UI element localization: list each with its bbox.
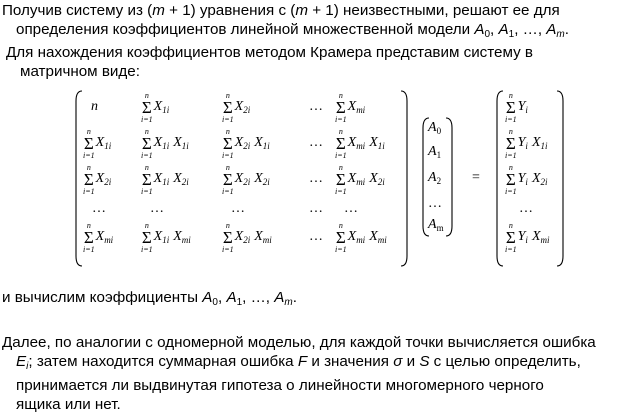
sigma-symbol: Σ xyxy=(505,170,516,189)
text-fragment: A xyxy=(226,289,237,306)
rhs-entry xyxy=(505,127,548,160)
sum-lower-limit: i=1 xyxy=(141,151,153,160)
text-fragment: 1 xyxy=(508,29,515,40)
summation-icon xyxy=(83,221,95,254)
sum-upper-limit: n xyxy=(86,127,91,136)
sigma-symbol: Σ xyxy=(83,134,94,153)
cramer-paragraph xyxy=(6,43,533,81)
coefficient-entry: $A_0$ xyxy=(428,120,442,136)
matrix-symbol: n xyxy=(91,99,98,114)
sum-lower-limit: i=1 xyxy=(222,151,234,160)
intro-line-2 xyxy=(2,20,569,44)
term-subscript: mi xyxy=(181,235,191,245)
sum-upper-limit: n xyxy=(225,127,230,136)
cramer-line-2: матричном виде: xyxy=(20,63,140,80)
matrix-term: $X_{2i}$ xyxy=(234,171,251,187)
text-fragment: A xyxy=(546,21,557,38)
text-fragment: m xyxy=(284,297,293,308)
rhs-entry xyxy=(505,163,548,196)
rhs-right-bracket xyxy=(557,91,563,266)
coefficient-entry: $A_1$ xyxy=(428,144,442,160)
rhs-entry xyxy=(505,91,528,124)
matrix-term: $X_{1i}$ xyxy=(153,229,170,245)
matrix-symbol: … xyxy=(310,171,323,186)
sigma-symbol: Σ xyxy=(222,228,233,247)
text-fragment: m xyxy=(152,2,165,19)
summation-icon xyxy=(222,91,234,124)
sum-upper-limit: n xyxy=(144,127,149,136)
matrix-term: $Y_i$ xyxy=(517,171,528,187)
coefficient-subscript: 0 xyxy=(436,126,442,136)
matrix-cell xyxy=(335,127,385,160)
analogy-line-4 xyxy=(2,395,596,414)
matrix-symbol: … xyxy=(345,201,358,216)
matrix-symbol: … xyxy=(93,201,106,216)
matrix-term: $X_{2i}$ xyxy=(234,135,251,151)
summation-icon xyxy=(335,91,347,124)
cramer-line-1: Для нахождения коэффициентов методом Крамера представим систему в xyxy=(6,44,534,61)
text-fragment: и значения xyxy=(307,353,394,370)
coefficient-entry: $A_m$ xyxy=(428,217,444,233)
term-subscript: i xyxy=(525,177,528,187)
analogy-paragraph xyxy=(2,333,596,414)
matrix-term: $X_{1i}$ xyxy=(254,135,270,151)
summation-icon xyxy=(335,163,347,196)
text-fragment: , xyxy=(217,289,227,306)
compute-line xyxy=(2,288,297,312)
sigma-symbol: Σ xyxy=(222,134,233,153)
matrix-cell xyxy=(93,202,105,216)
coefficient-entry: … xyxy=(429,196,442,211)
matrix-term: $X_{mi}$ xyxy=(347,135,366,151)
term-subscript: 1i xyxy=(262,141,270,151)
matrix-symbol: … xyxy=(151,201,164,216)
matrix-cell xyxy=(310,136,322,150)
matrix-term: $X_{mi}$ xyxy=(347,99,366,115)
sum-upper-limit: n xyxy=(225,221,230,230)
matrix-term: $Y_i$ xyxy=(517,229,528,245)
matrix-symbol: … xyxy=(310,99,323,114)
rhs-entry xyxy=(505,221,550,254)
sigma-symbol: Σ xyxy=(141,228,152,247)
sum-upper-limit: n xyxy=(225,163,230,172)
sigma-symbol: Σ xyxy=(222,98,233,117)
summation-icon xyxy=(505,91,517,124)
matrix-term: $X_{mi}$ xyxy=(95,229,114,245)
equals-sign: = xyxy=(472,170,480,185)
text-fragment: 1 xyxy=(236,297,243,308)
sum-lower-limit: i=1 xyxy=(222,245,234,254)
text-fragment: F xyxy=(297,353,308,370)
sum-lower-limit: i=1 xyxy=(505,187,517,196)
summation-icon xyxy=(141,221,153,254)
matrix-left-bracket xyxy=(76,91,82,266)
matrix-cell xyxy=(335,163,385,196)
matrix-cell xyxy=(222,221,272,254)
matrix-cell xyxy=(222,163,270,196)
matrix-term: $X_{mi}$ xyxy=(173,229,191,245)
summation-icon xyxy=(83,127,95,160)
term-subscript: 2i xyxy=(243,141,251,151)
sigma-symbol: Σ xyxy=(505,228,516,247)
term-subscript: 1i xyxy=(377,141,385,151)
term-subscript: 1i xyxy=(104,141,112,151)
sigma-symbol: Σ xyxy=(335,228,346,247)
text-fragment: A xyxy=(274,289,285,306)
term-subscript: mi xyxy=(540,235,550,245)
sigma-symbol: Σ xyxy=(222,170,233,189)
summation-icon xyxy=(222,163,234,196)
sum-lower-limit: i=1 xyxy=(335,245,347,254)
text-fragment: , xyxy=(490,21,499,38)
coefficient-subscript: m xyxy=(436,223,444,233)
matrix-symbol: … xyxy=(310,229,323,244)
sum-upper-limit: n xyxy=(338,91,343,100)
matrix-cell xyxy=(83,221,113,254)
matrix-right-bracket xyxy=(401,91,407,266)
text-fragment: . xyxy=(564,21,569,38)
matrix-term: $X_{1i}$ xyxy=(369,135,385,151)
sum-lower-limit: i=1 xyxy=(505,115,517,124)
sum-lower-limit: i=1 xyxy=(505,245,517,254)
text-fragment: m xyxy=(556,29,565,40)
sigma-symbol: Σ xyxy=(335,134,346,153)
matrix-symbol: … xyxy=(310,201,323,216)
matrix-cell xyxy=(335,221,387,254)
text-fragment: с целью определить, xyxy=(429,353,581,370)
matrix-term: $X_{1i}$ xyxy=(95,135,112,151)
analogy-line-3 xyxy=(2,376,596,395)
summation-icon xyxy=(83,163,95,196)
matrix-term: $X_{2i}$ xyxy=(234,99,251,115)
summation-icon xyxy=(141,127,153,160)
compute-paragraph xyxy=(2,288,297,312)
matrix-cell xyxy=(141,221,191,254)
coefficient-subscript: 2 xyxy=(436,176,442,186)
text-fragment: принимается ли выдвинутая гипотеза о линейности многомерного черного xyxy=(16,377,544,394)
sigma-symbol: Σ xyxy=(505,98,516,117)
sigma-symbol: Σ xyxy=(335,98,346,117)
text-fragment: 0 xyxy=(212,297,218,308)
sigma-symbol: Σ xyxy=(83,228,94,247)
sigma-symbol: Σ xyxy=(141,134,152,153)
term-subscript: mi xyxy=(104,235,114,245)
matrix-cell xyxy=(83,127,111,160)
text-fragment: σ xyxy=(393,353,403,370)
rhs-left-bracket xyxy=(497,91,503,266)
term-subscript: 2i xyxy=(104,177,112,187)
term-subscript: mi xyxy=(356,235,366,245)
summation-icon xyxy=(505,221,517,254)
text-fragment: 0 xyxy=(484,29,491,40)
sum-upper-limit: n xyxy=(508,91,513,100)
term-subscript: 1i xyxy=(162,141,170,151)
text-fragment: A xyxy=(474,21,485,38)
summation-icon xyxy=(505,163,517,196)
term-subscript: 2i xyxy=(377,177,385,187)
matrix-term: $X_{mi}$ xyxy=(347,171,366,187)
text-fragment: , …, xyxy=(514,21,547,38)
matrix-cell xyxy=(310,172,322,186)
summation-icon xyxy=(222,221,234,254)
term-subscript: mi xyxy=(356,141,366,151)
term-subscript: 1i xyxy=(540,141,548,151)
matrix-term: $X_{mi}$ xyxy=(254,229,272,245)
sum-upper-limit: n xyxy=(508,127,513,136)
text-fragment: Получив систему из ( xyxy=(2,2,153,19)
summation-icon xyxy=(141,91,153,124)
sum-lower-limit: i=1 xyxy=(335,115,347,124)
summation-icon xyxy=(505,127,517,160)
matrix-term: $X_{2i}$ xyxy=(254,171,270,187)
matrix-cell xyxy=(310,202,322,216)
matrix-term: $X_{mi}$ xyxy=(531,229,550,245)
text-fragment: и xyxy=(402,353,420,370)
text-fragment: A xyxy=(202,289,213,306)
term-subscript: 2i xyxy=(243,177,251,187)
sigma-symbol: Σ xyxy=(83,170,94,189)
sum-upper-limit: n xyxy=(144,91,149,100)
matrix-cell xyxy=(335,91,365,124)
sum-upper-limit: n xyxy=(338,221,343,230)
matrix-term: $X_{1i}$ xyxy=(153,171,170,187)
sigma-symbol: Σ xyxy=(141,170,152,189)
text-fragment: i xyxy=(26,361,29,372)
intro-paragraph xyxy=(2,1,569,44)
summation-icon xyxy=(335,221,347,254)
matrix-cell xyxy=(151,202,163,216)
summation-icon xyxy=(141,163,153,196)
sum-lower-limit: i=1 xyxy=(83,245,95,254)
matrix-term: $X_{mi}$ xyxy=(369,229,387,245)
matrix-cell xyxy=(141,127,189,160)
term-subscript: 2i xyxy=(243,105,251,115)
sum-upper-limit: n xyxy=(508,221,513,230)
matrix-term: $X_{2i}$ xyxy=(173,171,189,187)
sigma-symbol: Σ xyxy=(141,98,152,117)
matrix-cell xyxy=(91,100,98,114)
sum-lower-limit: i=1 xyxy=(141,187,153,196)
text-fragment: + 1) уравнения с ( xyxy=(164,2,296,19)
coefficient-subscript: 1 xyxy=(436,150,442,160)
sum-lower-limit: i=1 xyxy=(222,115,234,124)
matrix-term: $X_{mi}$ xyxy=(347,229,366,245)
sum-lower-limit: i=1 xyxy=(141,115,153,124)
text-fragment: определения коэффициентов линейной множественной модели xyxy=(16,21,475,38)
sum-upper-limit: n xyxy=(144,221,149,230)
sum-lower-limit: i=1 xyxy=(335,151,347,160)
summation-icon xyxy=(222,127,234,160)
intro-line-1 xyxy=(2,1,569,20)
term-subscript: i xyxy=(525,105,528,115)
matrix-equation xyxy=(0,86,623,272)
sum-upper-limit: n xyxy=(225,91,230,100)
term-subscript: 2i xyxy=(540,177,548,187)
term-subscript: mi xyxy=(356,105,366,115)
coefficient-entry: $A_2$ xyxy=(428,170,442,186)
summation-icon xyxy=(335,127,347,160)
text-fragment: Далее, по аналогии с одномерной моделью, для каждой точки вычисляется ошибка xyxy=(2,334,596,351)
matrix-cell xyxy=(345,202,357,216)
text-fragment: S xyxy=(419,353,430,370)
matrix-term: $X_{2i}$ xyxy=(234,229,251,245)
sum-lower-limit: i=1 xyxy=(505,151,517,160)
term-subscript: mi xyxy=(262,235,272,245)
sum-upper-limit: n xyxy=(86,221,91,230)
coefficient-right-bracket xyxy=(446,118,452,236)
rhs-entry xyxy=(520,202,532,216)
matrix-term: $X_{1i}$ xyxy=(173,135,189,151)
term-subscript: 2i xyxy=(243,235,251,245)
term-subscript: 1i xyxy=(162,105,170,115)
sigma-symbol: Σ xyxy=(335,170,346,189)
text-fragment: . xyxy=(292,289,297,306)
term-subscript: i xyxy=(525,235,528,245)
matrix-cell xyxy=(141,91,169,124)
matrix-cell xyxy=(83,163,111,196)
text-fragment: + 1) неизвестными, решают ее для xyxy=(307,2,560,19)
sum-lower-limit: i=1 xyxy=(83,151,95,160)
matrix-symbol: … xyxy=(520,201,533,216)
term-subscript: mi xyxy=(377,235,387,245)
matrix-cell xyxy=(222,127,270,160)
matrix-term: $X_{2i}$ xyxy=(369,171,385,187)
term-subscript: 2i xyxy=(262,177,270,187)
analogy-line-1 xyxy=(2,333,596,352)
text-fragment: , …, xyxy=(242,289,275,306)
matrix-symbol: … xyxy=(232,201,245,216)
matrix-term: $X_{1i}$ xyxy=(153,135,170,151)
text-fragment: m xyxy=(295,2,308,19)
term-subscript: 1i xyxy=(162,235,170,245)
sum-lower-limit: i=1 xyxy=(83,187,95,196)
sum-upper-limit: n xyxy=(86,163,91,172)
text-fragment: и вычислим коэффициенты xyxy=(2,289,203,306)
sum-lower-limit: i=1 xyxy=(141,245,153,254)
matrix-term: $X_{2i}$ xyxy=(531,171,548,187)
sum-lower-limit: i=1 xyxy=(335,187,347,196)
matrix-cell xyxy=(141,163,189,196)
matrix-symbol: … xyxy=(310,135,323,150)
matrix-term: $Y_i$ xyxy=(517,135,528,151)
sum-upper-limit: n xyxy=(508,163,513,172)
text-fragment: ящика или нет. xyxy=(16,396,121,413)
matrix-term: $X_{2i}$ xyxy=(95,171,112,187)
term-subscript: 2i xyxy=(181,177,189,187)
term-subscript: 1i xyxy=(162,177,170,187)
term-subscript: mi xyxy=(356,177,366,187)
text-fragment: E xyxy=(16,353,27,370)
matrix-term: $X_{1i}$ xyxy=(531,135,548,151)
sum-upper-limit: n xyxy=(338,127,343,136)
matrix-term: $Y_i$ xyxy=(517,99,528,115)
text-fragment: ; затем находится суммарная ошибка xyxy=(28,353,298,370)
matrix-cell xyxy=(232,202,244,216)
term-subscript: 1i xyxy=(181,141,189,151)
matrix-cell xyxy=(310,100,322,114)
analogy-line-2 xyxy=(2,352,596,376)
matrix-term: $X_{1i}$ xyxy=(153,99,170,115)
sum-upper-limit: n xyxy=(338,163,343,172)
matrix-cell xyxy=(310,230,322,244)
sum-lower-limit: i=1 xyxy=(222,187,234,196)
sigma-symbol: Σ xyxy=(505,134,516,153)
sum-upper-limit: n xyxy=(144,163,149,172)
matrix-cell xyxy=(222,91,250,124)
text-fragment: A xyxy=(498,21,509,38)
term-subscript: i xyxy=(525,141,528,151)
